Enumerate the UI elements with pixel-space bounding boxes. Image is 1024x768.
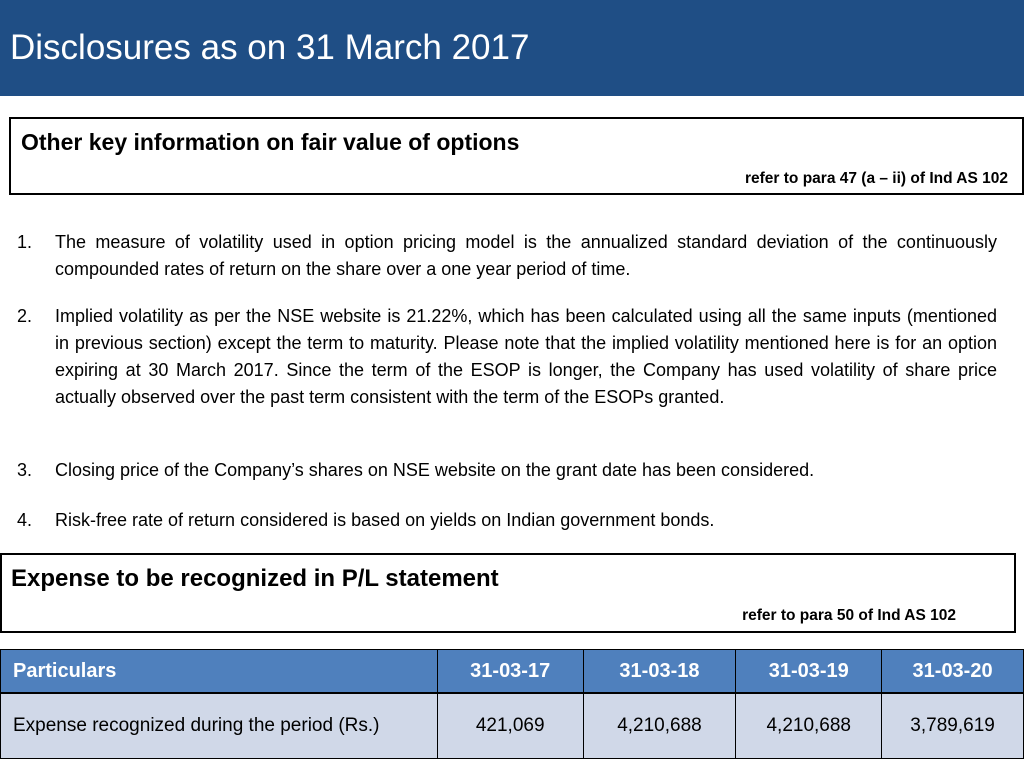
fair-value-info-box <box>9 117 1024 195</box>
table-cell-value: 4,210,688 <box>583 693 736 759</box>
table-cell-value: 4,210,688 <box>736 693 882 759</box>
column-header-year: 31-03-19 <box>736 650 882 694</box>
table-cell-particular: Expense recognized during the period (Rs.) <box>1 693 438 759</box>
page-title: Disclosures as on 31 March 2017 <box>10 28 530 67</box>
list-item-number: 1. <box>17 232 33 252</box>
table-cell-value: 3,789,619 <box>882 693 1024 759</box>
list-item <box>17 507 997 534</box>
title-bar <box>0 0 1024 96</box>
list-item-number: 3. <box>17 460 33 480</box>
table-header-row <box>1 650 1024 694</box>
fair-value-info-reference: refer to para 47 (a – ii) of Ind AS 102 <box>744 170 1008 187</box>
table-cell-value: 421,069 <box>437 693 583 759</box>
table-row <box>1 693 1024 759</box>
list-item <box>17 457 997 484</box>
column-header-year: 31-03-20 <box>882 650 1024 694</box>
expense-box <box>0 553 1016 633</box>
list-item-text: Closing price of the Company’s shares on NSE website on the grant date has been considered. <box>55 460 815 480</box>
column-header-particulars: Particulars <box>1 650 438 694</box>
expense-table <box>0 649 1024 759</box>
expense-reference: refer to para 50 of Ind AS 102 <box>742 607 956 624</box>
expense-title: Expense to be recognized in P/L statement <box>11 565 499 592</box>
list-item <box>17 303 997 411</box>
list-item <box>17 229 997 283</box>
list-item-number: 2. <box>17 306 33 326</box>
list-item-text: Implied volatility as per the NSE website is 21.22%, which has been calculated using all the same inputs (mentioned in previous section) except the term to maturity. Please note that the implied volatility mentioned here is for an option expiring at 30 March 2017. Since the term of the ESOP is longer, the Company has used volatility of share price actually observed over the past term consistent with the term of the ESOPs granted. <box>55 306 997 407</box>
fair-value-info-title: Other key information on fair value of options <box>21 129 520 155</box>
column-header-year: 31-03-17 <box>437 650 583 694</box>
list-item-number: 4. <box>17 510 33 530</box>
list-item-text: Risk-free rate of return considered is based on yields on Indian government bonds. <box>55 510 715 530</box>
list-item-text: The measure of volatility used in option pricing model is the annualized standard deviation of the continuously compounded rates of return on the share over a one year period of time. <box>55 232 997 279</box>
column-header-year: 31-03-18 <box>583 650 736 694</box>
